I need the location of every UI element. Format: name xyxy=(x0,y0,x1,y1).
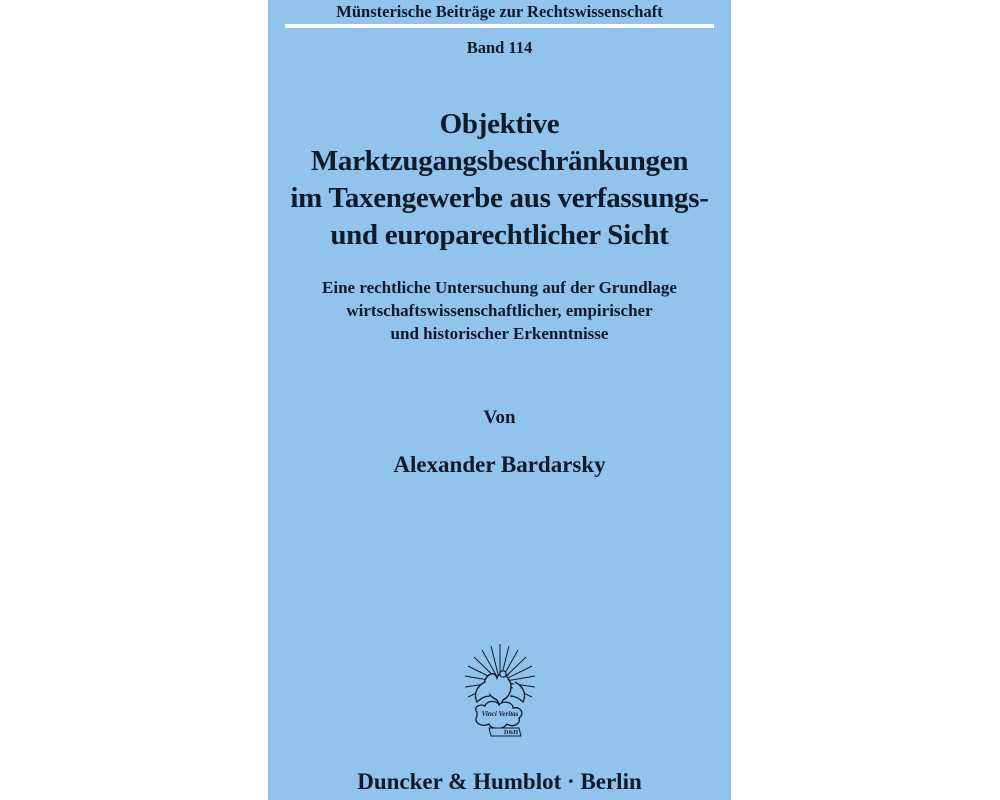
logo-motto: Vinci Veritas xyxy=(481,710,519,718)
volume-number: Band 114 xyxy=(466,38,533,57)
subtitle-line: Eine rechtliche Untersuchung auf der Grundlage xyxy=(322,278,677,297)
author-name: Alexander Bardarsky xyxy=(393,452,606,477)
title-line: Marktzugangsbeschränkungen xyxy=(310,145,689,177)
title-line: im Taxengewerbe aus verfassungs- xyxy=(290,182,709,214)
subtitle-line: und historischer Erkenntnisse xyxy=(390,324,609,343)
title-line: und europarechtlicher Sicht xyxy=(330,219,669,251)
book-cover xyxy=(268,0,731,800)
title-line: Objektive xyxy=(439,108,560,140)
book-title xyxy=(262,106,737,254)
publisher-logo xyxy=(463,642,537,742)
series-title: Münsterische Beiträge zur Rechtswissenschaft xyxy=(336,2,663,21)
by-label: Von xyxy=(483,407,516,428)
subtitle-line: wirtschaftswissenschaftlicher, empirischer xyxy=(346,301,653,320)
publisher-imprint: Duncker & Humblot · Berlin xyxy=(357,769,642,794)
logo-monogram: D&H xyxy=(504,730,518,736)
eagle-emblem-icon xyxy=(463,642,537,742)
divider-rule xyxy=(285,24,714,28)
book-subtitle xyxy=(268,276,731,345)
